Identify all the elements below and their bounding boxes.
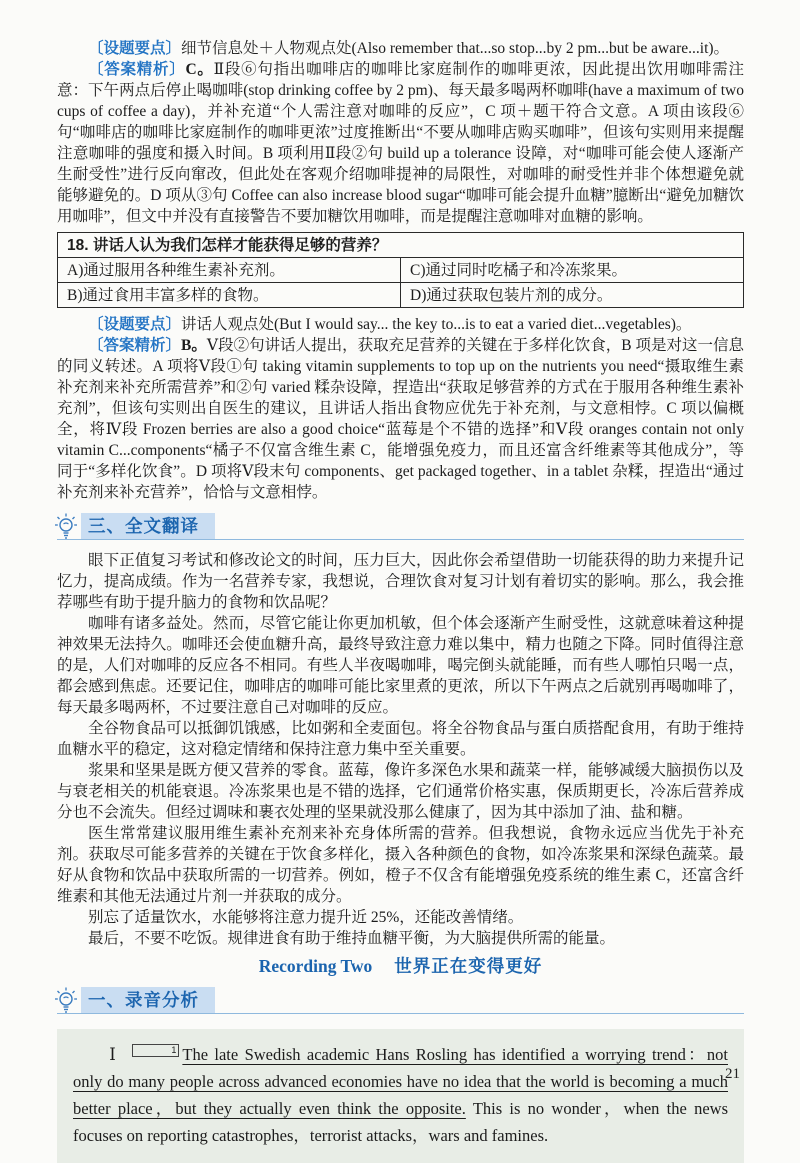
analysis-label: 〔答案精析〕 (88, 337, 182, 354)
q17-points-text: 细节信息处＋人物观点处(Also remember that...so stop...by 2 pm...but be aware...it)。 (181, 40, 730, 57)
section-title: 一、录音分析 (81, 987, 215, 1013)
points-label: 〔设题要点〕 (88, 40, 182, 57)
section-rule (57, 539, 744, 540)
table-row (58, 258, 744, 283)
recording-two-heading (57, 955, 744, 977)
q17-answer-letter: C。 (185, 61, 214, 78)
question-stem: 18. 讲话人认为我们怎样才能获得足够的营养？ (58, 233, 744, 258)
option-b: B)通过食用丰富多样的食物。 (58, 283, 401, 308)
analysis-label: 〔答案精析〕 (88, 61, 186, 78)
sentence-number-marker: 1 (132, 1044, 179, 1057)
recording-heading-en: Recording Two (258, 956, 373, 976)
translation-paragraph: 医生常常建议服用维生素补充剂来补充身体所需的营养。但我想说，食物永远应当优先于补充剂。获取尽可能多营养的关键在于饮食多样化，摄入各种颜色的食物，如冷冻浆果和深绿色蔬菜。最好从食物和饮品中获取所需的一切营养。例如，橙子不仅含有能增强免疫系统的维生素 C，还富含纤维素和其他无法通过片剂一并获取的成分。 (57, 825, 744, 905)
recording-heading-zh: 世界正在变得更好 (394, 956, 543, 976)
option-c: C)通过同时吃橘子和冷冻浆果。 (401, 258, 744, 283)
q18-points-text: 讲话人观点处(But I would say... the key to...is to eat a varied diet...vegetables)。 (181, 316, 692, 333)
translation-paragraph: 咖啡有诸多益处。然而，尽管它能让你更加机敏，但个体会逐渐产生耐受性，这就意味着这种提神效果无法持久。咖啡还会使血糖升高，最终导致注意力难以集中，精力也随之下降。同时值得注意的是，人们对咖啡的反应各不相同。有些人半夜喝咖啡，喝完倒头就能睡，而有些人哪怕只喝一点，都会感到焦虑。还要记住，咖啡店的咖啡可能比家里煮的更浓，所以下午两点之后就别再喝咖啡了，每天最多喝两杯，不过要注意自己对咖啡的反应。 (57, 615, 744, 716)
q18-analysis-paragraph (57, 335, 744, 503)
q18-points-line (57, 314, 744, 335)
q17-points-line (57, 38, 744, 59)
passage-rest-text: This is no wonder，when the news focuses on reporting catastrophes，terrorist attacks，wars and famines. (73, 1099, 728, 1145)
section-header-recording-analysis (57, 987, 744, 1017)
translation-paragraph: 浆果和坚果是既方便又营养的零食。蓝莓，像许多深色水果和蔬菜一样，能够减缓大脑损伤以及与衰老相关的机能衰退。冷冻浆果也是不错的选择，它们通常价格实惠，保质期更长，冷冻后营养成分也不会流失。但经过调味和裹衣处理的坚果就没那么健康了，因为其中添加了油、盐和糖。 (57, 762, 744, 821)
translation-paragraph: 最后，不要不吃饭。规律进食有助于维持血糖平衡，为大脑提供所需的能量。 (88, 930, 616, 947)
recording-passage-box (57, 1029, 744, 1163)
q17-analysis-text: Ⅱ段⑥句指出咖啡店的咖啡比家庭制作的咖啡更浓，因此提出饮用咖啡需注意：下午两点后停止喝咖啡(stop drinking coffee by 2 pm)、每天最多喝两杯咖啡(have a maximum of two cups of coffee a day)，并补充道“个人需注意对咖啡的反应”，C 项＋题干符合文意。A 项由该段⑥句“咖啡店的咖啡比家庭制作的咖啡更浓”过度推断出“不要从咖啡店购买咖啡”，但该句实则用来提醒注意咖啡的强度和摄入时间。B 项利用Ⅱ段②句 build up a tolerance 设障，对“咖啡可能会使人逐渐产生耐受性”进行反向窜改，但此处在客观介绍咖啡提神的局限性，对咖啡的耐受性并非个体想避免就能够避免的。D 项从③句 Coffee can also increase blood sugar“咖啡可能会提升血糖”臆断出“避免加糖饮用咖啡”，但文中并没有直接警告不要加糖饮用咖啡，而是提醒注意咖啡对血糖的影响。 (57, 61, 744, 225)
paragraph-numeral: Ⅰ (109, 1045, 119, 1064)
section-title: 三、全文翻译 (81, 513, 215, 539)
translation-paragraph: 全谷物食品可以抵御饥饿感，比如粥和全麦面包。将全谷物食品与蛋白质搭配食用，有助于维持血糖水平的稳定，这对稳定情绪和保持注意力集中至关重要。 (57, 720, 744, 758)
section-rule (57, 1013, 744, 1014)
q17-analysis-paragraph (57, 59, 744, 227)
points-label: 〔设题要点〕 (88, 316, 182, 333)
translation-paragraph: 别忘了适量饮水，水能够将注意力提升近 25%，还能改善情绪。 (88, 909, 524, 926)
translation-paragraph: 眼下正值复习考试和修改论文的时间，压力巨大，因此你会希望借助一切能获得的助力来提升记忆力，提高成绩。作为一名营养专家，我想说，合理饮食对复习计划有着切实的影响。那么，我会推荐哪些有助于提升脑力的食物和饮品呢？ (57, 552, 744, 611)
q18-analysis-text: Ⅴ段②句讲话人提出，获取充足营养的关键在于多样化饮食，B 项是对这一信息的同义转述。A 项将Ⅴ段①句 taking vitamin supplements to top up on the nutrients you need“摄取维生素补充剂来补充所需营养”和②句 varied 糅杂设障，捏造出“获取足够营养的方式在于服用各种维生素补充剂”，但该句实则出自医生的建议，且讲话人指出食物应优先于补充剂，与文意相悖。C 项以偏概全，将Ⅳ段 Frozen berries are also a good choice“蓝莓是个不错的选择”和Ⅴ段 oranges contain not only vitamin C...components“橘子不仅富含维生素 C，能增强免疫力，而且还富含纤维素等其他成分”，等同于“多样化饮食”。D 项将Ⅴ段末句 components、get packaged together、in a tablet 杂糅，捏造出“通过补充剂来补充营养”，恰恰与文意相悖。 (57, 337, 744, 501)
table-row (58, 283, 744, 308)
lightbulb-icon (53, 986, 79, 1016)
lightbulb-icon (53, 512, 79, 542)
option-a: A)通过服用各种维生素补充剂。 (58, 258, 401, 283)
question-18-table (57, 232, 744, 308)
q18-answer-letter: B。 (181, 337, 207, 354)
passage-paragraph (73, 1041, 728, 1149)
table-row (58, 233, 744, 258)
passage-underlined-text: The late Swedish academic Hans Rosling has identified a worrying trend：not only do many people across advanced economies have no idea that the world is becoming a much better place，but they actually even think the opposite. (73, 1045, 728, 1118)
section-header-translation (57, 513, 744, 543)
page-number: 21 (725, 1066, 740, 1082)
option-d: D)通过获取包装片剂的成分。 (401, 283, 744, 308)
